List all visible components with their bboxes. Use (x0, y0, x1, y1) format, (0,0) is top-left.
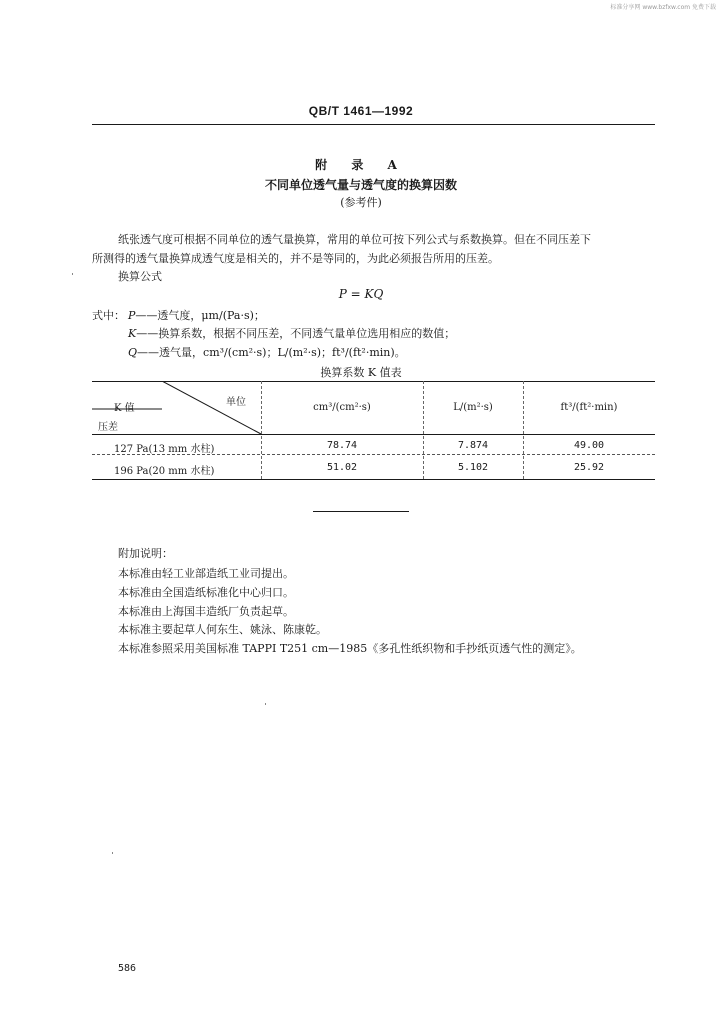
definition-symbol: Q (128, 346, 138, 359)
note-line: 本标准参照采用美国标准 TAPPI T251 cm—1985《多孔性纸织物和手抄纸页透气性的测定》。 (118, 642, 582, 655)
definition-text: ——换算系数，根据不同压差，不同透气量单位选用相应的数值； (136, 327, 456, 340)
column-header-ft: ft³/(ft²·min) (560, 402, 618, 413)
row-pressure: 127 Pa(13 mm 水柱) (114, 444, 215, 455)
note-line: 本标准主要起草人何东生、姚泳、陈康乾。 (118, 623, 327, 636)
definition-symbol: P (128, 309, 136, 322)
note-line: 本标准由全国造纸标准化中心归口。 (118, 586, 294, 599)
appendix-title: 不同单位透气量与透气度的换算因数 (264, 178, 457, 192)
table-cell: 78.74 (326, 440, 358, 451)
table-cell: 49.00 (573, 440, 605, 451)
conversion-table (92, 381, 655, 481)
header-rule (92, 124, 655, 125)
scan-mark (112, 852, 113, 854)
note-line: 本标准由上海国丰造纸厂负责起草。 (118, 605, 294, 618)
definition-p (128, 307, 265, 323)
note-line: 本标准由轻工业部造纸工业司提出。 (118, 567, 294, 580)
definition-text: ——透气度，μm/(Pa·s)； (135, 309, 265, 322)
paragraph-line-1: 纸张透气度可根据不同单位的透气量换算，常用的单位可按下列公式与系数换算。但在不同压差下 (118, 233, 591, 246)
where-prefix: 式中： (92, 309, 125, 322)
table-cell: 7.874 (457, 440, 489, 451)
table-bottom-rule (92, 479, 655, 480)
standard-code: QB/T 1461—1992 (308, 104, 414, 118)
end-rule (313, 511, 409, 512)
watermark: 标准分享网 www.bzfxw.com 免费下载 (610, 4, 716, 11)
table-cell: 5.102 (457, 462, 489, 473)
definition-symbol: K (128, 327, 137, 340)
table-cell: 51.02 (326, 462, 358, 473)
notes-heading: 附加说明： (118, 547, 173, 560)
formula-label: 换算公式 (118, 270, 162, 283)
formula: P = KQ (338, 287, 384, 301)
table-cell: 25.92 (573, 462, 605, 473)
definition-text: ——透气量，cm³/(cm²·s)；L/(m²·s)；ft³/(ft²·min)。 (137, 346, 406, 359)
definition-k (128, 325, 455, 341)
row-pressure: 196 Pa(20 mm 水柱) (114, 466, 215, 477)
header-k-value: K 值 (114, 403, 135, 414)
table-title: 换算系数 K 值表 (320, 366, 402, 379)
header-pressure: 压差 (98, 422, 118, 433)
scan-mark (265, 703, 266, 705)
scan-mark (72, 273, 73, 275)
appendix-subtitle: (参考件) (340, 196, 382, 209)
page-number: 586 (118, 963, 137, 974)
header-unit: 单位 (226, 397, 246, 408)
column-header-l: L/(m²·s) (453, 402, 493, 413)
paragraph-line-2: 所测得的透气量换算成透气度是相关的，并不是等同的，为此必须报告所用的压差。 (92, 252, 499, 265)
column-header-cm: cm³/(cm²·s) (313, 402, 371, 413)
definition-q (128, 344, 406, 360)
appendix-label: 附 录 A (315, 158, 407, 172)
